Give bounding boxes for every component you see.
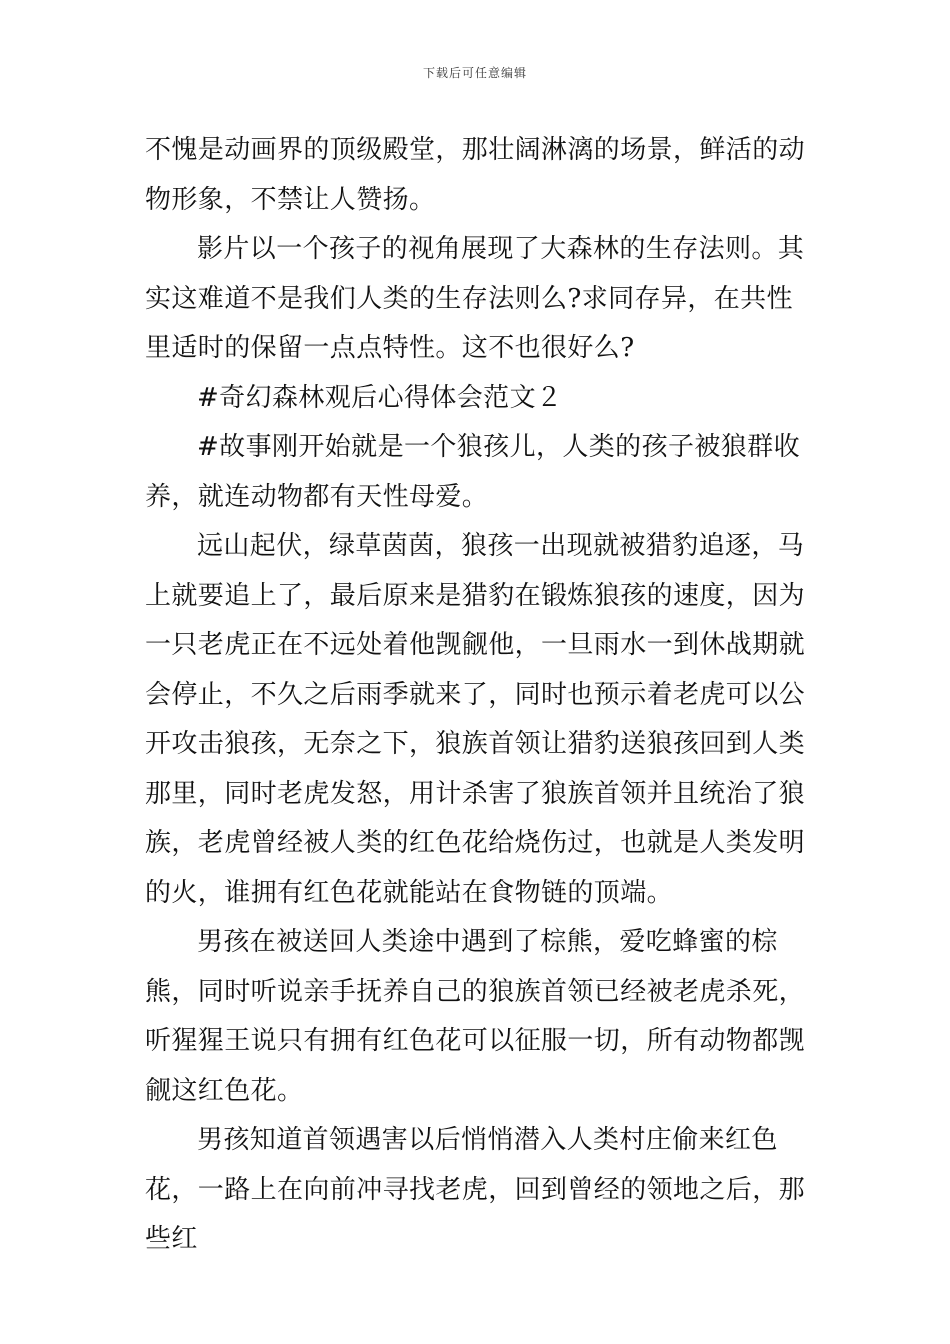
paragraph-5: 男孩在被送回人类途中遇到了棕熊，爱吃蜂蜜的棕熊，同时听说亲手抚养自己的狼族首领已经被老虎杀死，听猩猩王说只有拥有红色花可以征服一切，所有动物都觊觎这红色花。 bbox=[145, 927, 806, 1106]
paragraph-1: 不愧是动画界的顶级殿堂，那壮阔淋漓的场景，鲜活的动物形象，不禁让人赞扬。 bbox=[145, 135, 806, 215]
paragraph-2: 影片以一个孩子的视角展现了大森林的生存法则。其实这难道不是我们人类的生存法则么?求同存异，在共性里适时的保留一点点特性。这不也很好么? bbox=[145, 234, 805, 363]
paragraph-6: 男孩知道首领遇害以后悄悄潜入人类村庄偷来红色花，一路上在向前冲寻找老虎，回到曾经的领地之后，那些红 bbox=[145, 1125, 806, 1254]
paragraph-3: #故事刚开始就是一个狼孩儿，人类的孩子被狼群收养，就连动物都有天性母爱。 bbox=[145, 432, 800, 512]
section-heading: #奇幻森林观后心得体会范文２ bbox=[197, 382, 563, 413]
page-header: 下载后可任意编辑 bbox=[422, 66, 527, 80]
document-body bbox=[145, 126, 810, 1265]
paragraph-4: 远山起伏，绿草茵茵，狼孩一出现就被猎豹追逐，马上就要追上了，最后原来是猎豹在锻炼狼孩的速度，因为一只老虎正在不远处着他觊觎他，一旦雨水一到休战期就会停止，不久之后雨季就来了，同时也预示着老虎可以公开攻击狼孩，无奈之下，狼族首领让猎豹送狼孩回到人类那里，同时老虎发怒，用计杀害了狼族首领并且统治了狼族，老虎曾经被人类的红色花给烧伤过，也就是人类发明的火，谁拥有红色花就能站在食物链的顶端。 bbox=[145, 531, 806, 908]
